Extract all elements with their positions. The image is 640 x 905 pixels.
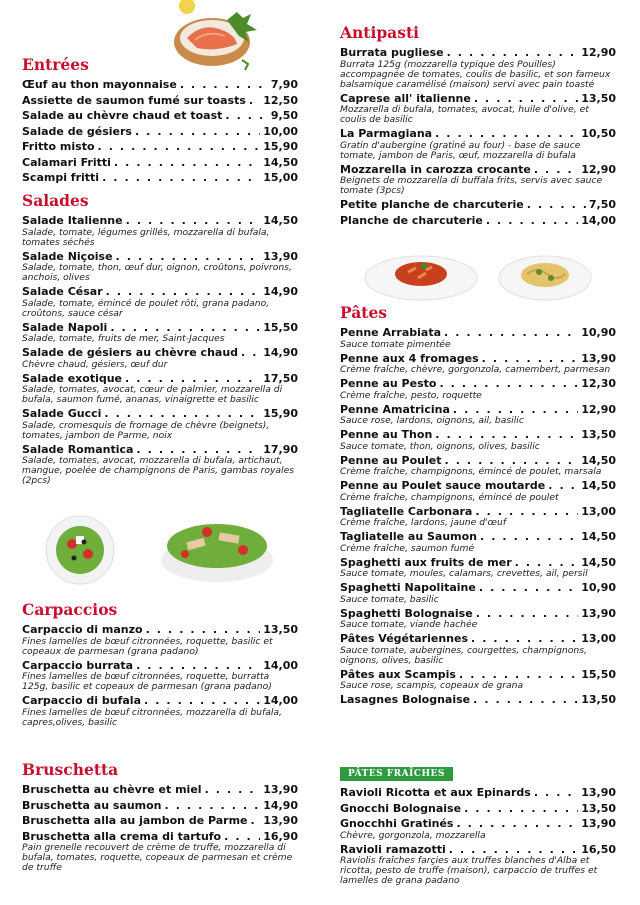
menu-item xyxy=(22,799,298,813)
menu-item-description: Pain grenelle recouvert de crème de truffe, mozzarella di bufala, tomates, roquette, copeaux de parmesan et crème de truffe xyxy=(22,842,293,873)
pates-fraiches-badge: PÂTES FRAÎCHES xyxy=(340,767,453,781)
menu-item-line xyxy=(22,443,298,457)
dot-leader xyxy=(135,125,260,139)
pates-fraiches-section xyxy=(340,786,616,888)
menu-item-description: Burrata 125g (mozzarella typique des Pouilles) accompagnée de tomates, coulis de basilic, et son fameux balsamique caramélisé (maison) servi avec pain toasté xyxy=(340,58,611,90)
menu-item xyxy=(340,479,616,503)
menu-item-description: Beignets de mozzarella di buffala frits, servis avec sauce tomate (3pcs) xyxy=(340,175,603,196)
menu-item-line xyxy=(22,659,298,673)
dot-leader xyxy=(126,214,261,228)
menu-item-name: Salade Niçoise xyxy=(22,249,113,263)
menu-item xyxy=(22,814,298,828)
menu-item-description: Salade, tomate, thon, œuf dur, oignon, croûtons, poivrons, anchois, olives xyxy=(22,262,292,283)
menu-item xyxy=(340,843,616,887)
dot-leader xyxy=(447,46,579,60)
menu-item-description: Sauce rose, lardons, oignons, ail, basilic xyxy=(340,415,524,426)
menu-item-line xyxy=(22,156,298,170)
dot-leader xyxy=(476,607,579,621)
menu-item-name: Penne aux 4 fromages xyxy=(340,351,479,365)
dot-leader xyxy=(165,799,261,813)
menu-item-line xyxy=(340,505,616,519)
menu-item-price: 13,90 xyxy=(581,351,616,365)
menu-item-description: Sauce tomate, aubergines, courgettes, champignons, oignons, olives, basilic xyxy=(340,644,587,666)
dot-leader xyxy=(114,156,260,170)
menu-item-price: 16,90 xyxy=(263,829,298,843)
menu-item-name: Bruschetta au chèvre et miel xyxy=(22,783,202,796)
menu-item-name: Bruschetta alla crema di tartufo xyxy=(22,829,222,843)
dot-leader xyxy=(146,623,261,637)
dot-leader xyxy=(548,479,578,493)
menu-item-line xyxy=(22,171,298,185)
menu-item-name: Assiette de saumon fumé sur toasts xyxy=(22,93,246,107)
menu-item-description: Raviolis fraîches farçies aux truffes blanches d'Alba et ricotta, pesto de truffe (maison), carpaccio de truffes et lamelles de grana padano xyxy=(340,855,598,886)
menu-item xyxy=(22,250,298,284)
menu-item-price: 12,50 xyxy=(263,93,298,107)
menu-item xyxy=(340,326,616,350)
menu-item-line xyxy=(340,786,616,800)
menu-item-name: Petite planche de charcuterie xyxy=(340,198,524,211)
menu-item-name: Salade de gésiers au chèvre chaud xyxy=(22,346,239,359)
bruschetta-title: Bruschetta xyxy=(22,760,119,779)
menu-item-price: 13,00 xyxy=(581,504,616,518)
menu-item-price: 14,00 xyxy=(581,213,616,227)
menu-item-price: 15,90 xyxy=(263,140,298,153)
dot-leader xyxy=(464,802,578,816)
dot-leader xyxy=(104,407,260,421)
menu-item-name: Penne au Poulet sauce moutarde xyxy=(340,479,546,492)
menu-item xyxy=(340,377,616,401)
menu-item-line xyxy=(340,326,616,340)
menu-item-line xyxy=(340,198,616,212)
menu-item-name: Penne au Pesto xyxy=(340,377,437,390)
menu-item-price: 14,00 xyxy=(263,658,298,672)
menu-item xyxy=(22,659,298,693)
dot-leader xyxy=(205,783,261,797)
menu-item-description: Gratin d'aubergine (gratiné au four) - base de sauce tomate, jambon de Paris, œuf, mozzarella di bufala xyxy=(340,139,581,161)
menu-item-price: 13,50 xyxy=(581,693,616,706)
menu-item-description: Chèvre, gorgonzola, mozzarella xyxy=(340,829,486,841)
menu-item-description: Salade, cromesquis de fromage de chèvre (beignets), tomates, jambon de Parme, noix xyxy=(22,419,270,441)
menu-item xyxy=(340,802,616,816)
dot-leader xyxy=(125,372,260,386)
menu-item-description: Sauce tomate, viande hachée xyxy=(340,619,478,630)
menu-item-price: 14,90 xyxy=(263,798,298,812)
menu-item-price: 12,90 xyxy=(581,162,616,176)
carpaccios-section xyxy=(22,600,298,730)
menu-item-line xyxy=(340,352,616,366)
dot-leader xyxy=(110,321,260,335)
dot-leader xyxy=(180,78,268,92)
menu-item xyxy=(22,156,298,170)
menu-item xyxy=(22,125,298,139)
bruschetta-section xyxy=(22,760,298,875)
menu-item xyxy=(340,163,616,197)
menu-item-name: Penne au Thon xyxy=(340,428,433,441)
dot-leader xyxy=(527,198,586,212)
menu-item xyxy=(22,214,298,248)
menu-item-name: Tagliatelle Carbonara xyxy=(340,504,473,518)
menu-item-description: Crème fraîche, pesto, roquette xyxy=(340,389,482,401)
menu-item xyxy=(340,632,616,666)
menu-item-name: Burrata pugliese xyxy=(340,46,444,59)
dot-leader xyxy=(482,352,579,366)
menu-item-name: Salade Napoli xyxy=(22,320,108,334)
dot-leader xyxy=(445,454,579,468)
menu-item-price: 13,50 xyxy=(581,91,616,105)
salades-title: Salades xyxy=(22,191,89,210)
menu-item-name: Tagliatelle au Saumon xyxy=(340,530,478,543)
dot-leader xyxy=(136,443,260,457)
dot-leader xyxy=(435,428,578,442)
menu-item-name: Salade Italienne xyxy=(22,214,123,227)
menu-item-line xyxy=(340,530,616,544)
menu-item-price: 13,90 xyxy=(263,814,298,827)
antipasti-section xyxy=(340,23,616,229)
menu-item xyxy=(22,109,298,123)
menu-item-price: 13,50 xyxy=(263,623,298,636)
menu-item-description: Crème fraîche, saumon fumé xyxy=(340,542,475,554)
menu-item-name: Bruschetta au saumon xyxy=(22,798,162,812)
menu-item-price: 16,50 xyxy=(581,842,616,856)
menu-item-price: 14,50 xyxy=(263,214,298,227)
menu-item xyxy=(22,94,298,108)
menu-item-name: La Parmagiana xyxy=(340,127,433,140)
menu-item-name: Salade de gésiers xyxy=(22,124,132,138)
menu-item xyxy=(22,140,298,154)
menu-item-description: Crème fraîche, chèvre, gorgonzola, camembert, parmesan xyxy=(340,364,611,375)
menu-item-price: 15,00 xyxy=(263,171,298,184)
menu-item-price: 15,50 xyxy=(263,320,298,334)
dot-leader xyxy=(534,786,578,800)
menu-item-name: Spaghetti aux fruits de mer xyxy=(340,555,512,569)
menu-item-line xyxy=(340,817,616,831)
menu-item-line xyxy=(340,163,616,177)
menu-item xyxy=(22,694,298,728)
dot-leader xyxy=(486,214,578,228)
dot-leader xyxy=(116,250,261,264)
menu-item-price: 13,90 xyxy=(581,817,616,830)
menu-item xyxy=(340,556,616,580)
menu-item-name: Carpaccio di bufala xyxy=(22,694,141,707)
menu-item-price: 14,50 xyxy=(581,530,616,543)
menu-item-line xyxy=(340,92,616,106)
menu-item-name: Pâtes Végétariennes xyxy=(340,632,468,645)
menu-item-line xyxy=(22,285,298,299)
menu-item-line xyxy=(340,214,616,228)
dot-leader xyxy=(449,843,578,857)
menu-item-name: Spaghetti Napolitaine xyxy=(340,581,476,594)
menu-item-name: Gnocchi Bolognaise xyxy=(340,801,462,815)
menu-item xyxy=(340,693,616,707)
menu-item-line xyxy=(340,428,616,442)
menu-item-name: Carpaccio di manzo xyxy=(22,623,143,636)
menu-item-name: Lasagnes Bolognaise xyxy=(340,693,471,706)
menu-item xyxy=(22,830,298,874)
menu-item-line xyxy=(340,556,616,570)
menu-item-line xyxy=(340,454,616,468)
menu-item xyxy=(22,285,298,319)
menu-item-line xyxy=(340,581,616,595)
menu-item-description: Salade, tomates, avocat, cœur de palmier, mozzarella di bufala, saumon fumé, ananas, vinaigrette et basilic xyxy=(22,384,283,405)
menu-item-line xyxy=(22,623,298,637)
menu-item-description: Sauce tomate, moules, calamars, crevettes, ail, persil xyxy=(340,568,588,579)
menu-item-price: 17,90 xyxy=(263,442,298,456)
menu-item-name: Salade Romantica xyxy=(22,442,134,456)
menu-item-line xyxy=(22,814,298,828)
menu-item xyxy=(22,171,298,185)
spaghetti-plate-image xyxy=(495,248,595,304)
menu-item-name: Bruschetta alla au jambon de Parme xyxy=(22,814,248,827)
chicken-salad-image xyxy=(157,510,277,590)
menu-item-price: 13,90 xyxy=(581,786,616,799)
menu-item-name: Spaghetti Bolognaise xyxy=(340,606,473,620)
menu-item xyxy=(340,668,616,692)
dot-leader xyxy=(475,505,578,519)
menu-item-line xyxy=(22,830,298,844)
pates-title: Pâtes xyxy=(340,303,388,322)
menu-item-name: Calamari Fritti xyxy=(22,155,111,169)
menu-item-description: Salade, tomates, avocat, mozzarella di bufala, artichaut, mangue, poelée de champignons de Paris, gambas royales (2pcs) xyxy=(22,455,295,486)
menu-item-price: 13,50 xyxy=(581,428,616,441)
menu-item-price: 12,90 xyxy=(581,402,616,416)
menu-item-line xyxy=(340,802,616,816)
menu-item-price: 13,90 xyxy=(263,783,298,796)
dot-leader xyxy=(251,814,261,828)
menu-item xyxy=(340,454,616,478)
menu-item-line xyxy=(340,377,616,391)
menu-item-price: 15,50 xyxy=(581,667,616,681)
menu-item-line xyxy=(340,46,616,60)
menu-item-name: Ravioli ramazotti xyxy=(340,842,446,856)
menu-item-price: 14,90 xyxy=(263,346,298,359)
penne-plate-image xyxy=(362,248,480,304)
menu-item-name: Penne Amatricina xyxy=(340,402,450,416)
menu-item-price: 13,50 xyxy=(581,801,616,815)
menu-item-name: Planche de charcuterie xyxy=(340,213,483,227)
dot-leader xyxy=(241,346,260,360)
menu-item-line xyxy=(340,693,616,707)
menu-item-price: 14,50 xyxy=(263,155,298,169)
menu-item-description: Crème fraîche, lardons, jaune d'œuf xyxy=(340,517,507,528)
dot-leader xyxy=(479,581,578,595)
menu-item-description: Salade, tomate, émincé de poulet rôti, grana padano, croûtons, sauce césar xyxy=(22,297,270,319)
menu-item-line xyxy=(22,78,298,92)
menu-item-price: 10,90 xyxy=(581,581,616,594)
menu-item-description: Crème fraîche, champignons, émincé de poulet, marsala xyxy=(340,466,602,477)
menu-item xyxy=(340,428,616,452)
menu-item-name: Carpaccio burrata xyxy=(22,658,134,672)
menu-item xyxy=(22,783,298,797)
menu-item-name: Fritto misto xyxy=(22,140,95,153)
salades-section xyxy=(22,191,298,488)
menu-item-price: 14,50 xyxy=(581,555,616,569)
menu-item xyxy=(22,623,298,657)
menu-item-description: Chèvre chaud, gésiers, œuf dur xyxy=(22,358,168,370)
menu-item-name: Œuf au thon mayonnaise xyxy=(22,78,177,91)
menu-item-price: 15,90 xyxy=(263,407,298,420)
menu-item-line xyxy=(22,346,298,360)
menu-item-name: Salade au chèvre chaud et toast xyxy=(22,109,223,122)
menu-item-description: Mozzarella di bufala, tomates, avocat, huile d'olive, et coulis de basilic xyxy=(340,104,589,125)
dot-leader xyxy=(444,326,578,340)
menu-item xyxy=(22,346,298,370)
menu-item-line xyxy=(22,783,298,797)
menu-item-description: Fines lamelles de bœuf citronnées, mozzarella di bufala, capres,olives, basilic xyxy=(22,706,282,728)
menu-item xyxy=(340,214,616,228)
menu-item-price: 13,90 xyxy=(263,249,298,263)
menu-item-description: Sauce tomate pimentée xyxy=(340,338,451,350)
menu-item-line xyxy=(22,407,298,421)
menu-item-name: Salade Gucci xyxy=(22,407,102,420)
dot-leader xyxy=(471,632,578,646)
menu-item xyxy=(340,46,616,90)
menu-item-line xyxy=(22,140,298,154)
carpaccios-title: Carpaccios xyxy=(22,600,118,619)
menu-item-name: Pâtes aux Scampis xyxy=(340,667,456,681)
dot-leader xyxy=(534,163,578,177)
menu-item xyxy=(340,92,616,126)
menu-item-description: Sauce tomate, thon, oignons, olives, basilic xyxy=(340,440,540,452)
menu-item-price: 7,50 xyxy=(588,198,616,211)
menu-item-line xyxy=(22,125,298,139)
menu-item xyxy=(340,352,616,376)
menu-item xyxy=(22,407,298,441)
dot-leader xyxy=(106,285,261,299)
dot-leader xyxy=(98,140,261,154)
dot-leader xyxy=(474,92,578,106)
menu-item-name: Scampi fritti xyxy=(22,171,100,184)
dot-leader xyxy=(480,530,578,544)
menu-item-line xyxy=(340,403,616,417)
menu-item-description: Sauce rose, scampis, copeaux de grana xyxy=(340,680,524,691)
menu-item-line xyxy=(22,372,298,386)
menu-item xyxy=(340,786,616,800)
menu-item-name: Gnocchhi Gratinés xyxy=(340,817,454,830)
menu-item-line xyxy=(22,214,298,228)
menu-item-line xyxy=(22,109,298,123)
menu-item-price: 12,30 xyxy=(581,377,616,390)
dot-leader xyxy=(439,377,578,391)
menu-item-price: 14,50 xyxy=(581,453,616,467)
menu-item-name: Mozzarella in carozza crocante xyxy=(340,162,531,176)
menu-item-line xyxy=(340,607,616,621)
dot-leader xyxy=(136,659,260,673)
menu-item-line xyxy=(340,127,616,141)
menu-item-price: 12,90 xyxy=(581,46,616,59)
dot-leader xyxy=(224,830,260,844)
menu-item xyxy=(340,198,616,212)
dot-leader xyxy=(249,94,260,108)
dot-leader xyxy=(225,109,267,123)
menu-item-description: Fines lamelles de bœuf citronnées, roquette, basilic et copeaux de parmesan (grana padano) xyxy=(22,635,273,657)
menu-item-price: 10,90 xyxy=(581,326,616,339)
menu-item-name: Salade César xyxy=(22,285,103,298)
menu-item-line xyxy=(340,632,616,646)
entrees-section xyxy=(22,55,298,187)
menu-item-line xyxy=(22,250,298,264)
dot-leader xyxy=(456,817,578,831)
menu-item-line xyxy=(22,321,298,335)
menu-item xyxy=(340,607,616,631)
menu-item-description: Crème fraîche, champignons, émincé de poulet xyxy=(340,491,559,503)
menu-item-line xyxy=(340,843,616,857)
dot-leader xyxy=(102,171,260,185)
menu-item-price: 10,00 xyxy=(263,124,298,138)
menu-item-price: 7,90 xyxy=(270,78,298,91)
menu-item-price: 14,90 xyxy=(263,285,298,298)
menu-item-line xyxy=(340,479,616,493)
menu-item xyxy=(340,581,616,605)
menu-item xyxy=(22,443,298,487)
dot-leader xyxy=(435,127,578,141)
menu-item-description: Salade, tomate, fruits de mer, Saint-Jacques xyxy=(22,333,225,344)
dot-leader xyxy=(453,403,578,417)
menu-item-description: Sauce tomate, basilic xyxy=(340,593,439,605)
menu-item-price: 14,50 xyxy=(581,479,616,492)
greek-salad-image xyxy=(40,510,120,590)
menu-item-description: Fines lamelles de bœuf citronnées, roquette, burratta 125g, basilic et copeaux de parmesan (grana padano) xyxy=(22,671,272,692)
pates-section xyxy=(340,303,616,709)
menu-item-price: 9,50 xyxy=(270,109,298,122)
entrees-title: Entrées xyxy=(22,55,89,74)
menu-item xyxy=(22,78,298,92)
menu-item-name: Penne au Poulet xyxy=(340,453,442,467)
dot-leader xyxy=(515,556,579,570)
dot-leader xyxy=(473,693,578,707)
menu-item-price: 13,00 xyxy=(581,632,616,645)
menu-item-name: Salade exotique xyxy=(22,371,123,385)
menu-item-price: 17,50 xyxy=(263,371,298,385)
menu-item xyxy=(22,372,298,406)
menu-item-price: 13,90 xyxy=(581,606,616,620)
dot-leader xyxy=(144,694,260,708)
menu-item xyxy=(340,505,616,529)
menu-item-line xyxy=(22,94,298,108)
menu-item-name: Ravioli Ricotta et aux Epinards xyxy=(340,786,531,799)
menu-item xyxy=(22,321,298,345)
menu-item-name: Caprese all' italienne xyxy=(340,91,471,105)
menu-item-description: Salade, tomate, légumes grillés, mozzarella di bufala, tomates séchés xyxy=(22,226,270,248)
menu-item-price: 14,00 xyxy=(263,694,298,707)
menu-item-line xyxy=(22,799,298,813)
menu-item-price: 10,50 xyxy=(581,127,616,140)
menu-item xyxy=(340,530,616,554)
menu-item-line xyxy=(22,694,298,708)
menu-item xyxy=(340,403,616,427)
menu-item xyxy=(340,817,616,841)
menu-item-name: Penne Arrabiata xyxy=(340,326,442,339)
menu-item xyxy=(340,127,616,161)
antipasti-title: Antipasti xyxy=(340,23,419,42)
menu-item-line xyxy=(340,668,616,682)
dot-leader xyxy=(459,668,578,682)
